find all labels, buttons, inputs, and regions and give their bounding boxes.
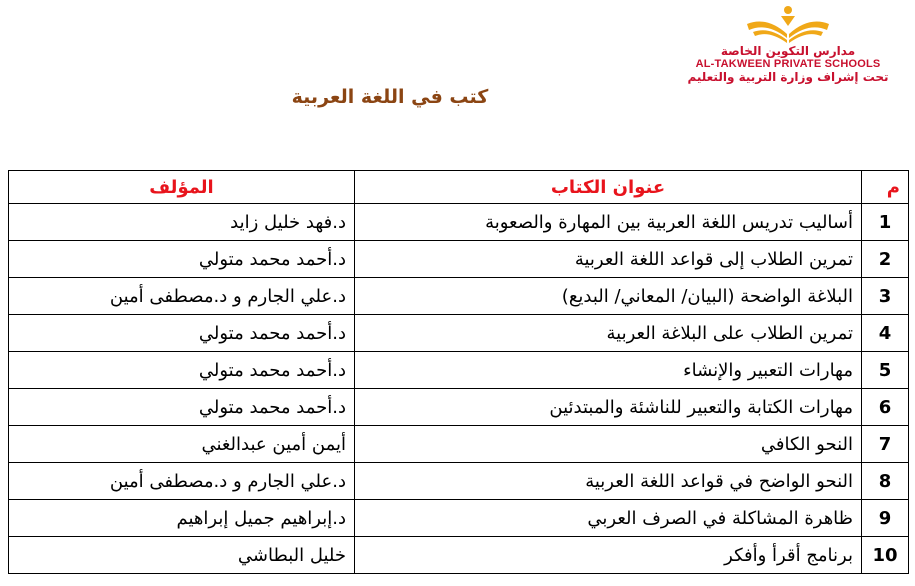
book-title: أساليب تدريس اللغة العربية بين المهارة والصعوبة [355, 204, 862, 241]
table-row [9, 278, 909, 315]
table-row [9, 389, 909, 426]
book-title: برنامج أقرأ وأفكر [355, 537, 862, 574]
page-title: كتب في اللغة العربية [291, 86, 489, 108]
table-body [9, 204, 909, 574]
table-row [9, 315, 909, 352]
ministry-supervision: تحت إشراف وزارة التربية والتعليم [687, 70, 889, 84]
table-row [9, 204, 909, 241]
row-number: 2 [862, 241, 909, 278]
row-number: 5 [862, 352, 909, 389]
table-row [9, 463, 909, 500]
book-author: د.أحمد محمد متولي [9, 389, 355, 426]
book-title: تمرين الطلاب إلى قواعد اللغة العربية [355, 241, 862, 278]
book-author: د.أحمد محمد متولي [9, 315, 355, 352]
book-author: خليل البطاشي [9, 537, 355, 574]
book-author: د.إبراهيم جميل إبراهيم [9, 500, 355, 537]
row-number: 1 [862, 204, 909, 241]
row-number: 4 [862, 315, 909, 352]
table-row [9, 500, 909, 537]
book-author: أيمن أمين عبدالغني [9, 426, 355, 463]
table-row [9, 426, 909, 463]
book-author: د.علي الجارم و د.مصطفى أمين [9, 463, 355, 500]
book-title: تمرين الطلاب على البلاغة العربية [355, 315, 862, 352]
row-number: 6 [862, 389, 909, 426]
school-logo [668, 4, 908, 90]
book-title: ظاهرة المشاكلة في الصرف العربي [355, 500, 862, 537]
book-author: د.أحمد محمد متولي [9, 352, 355, 389]
book-author: د.فهد خليل زايد [9, 204, 355, 241]
table-row [9, 241, 909, 278]
school-name-arabic: مدارس التكوين الخاصة [720, 44, 856, 58]
row-number: 7 [862, 426, 909, 463]
row-number: 8 [862, 463, 909, 500]
header-author: المؤلف [9, 171, 355, 204]
table-row [9, 352, 909, 389]
book-author: د.أحمد محمد متولي [9, 241, 355, 278]
table-row [9, 537, 909, 574]
book-title: البلاغة الواضحة (البيان/ المعاني/ البديع) [355, 278, 862, 315]
header-number: م [862, 171, 909, 204]
open-book-crown-icon [743, 4, 833, 46]
school-name-english: AL-TAKWEEN PRIVATE SCHOOLS [695, 58, 881, 70]
book-title: مهارات الكتابة والتعبير للناشئة والمبتدئين [355, 389, 862, 426]
row-number: 3 [862, 278, 909, 315]
book-author: د.علي الجارم و د.مصطفى أمين [9, 278, 355, 315]
book-title: النحو الكافي [355, 426, 862, 463]
row-number: 9 [862, 500, 909, 537]
table-header-row [9, 171, 909, 204]
row-number: 10 [862, 537, 909, 574]
book-title: النحو الواضح في قواعد اللغة العربية [355, 463, 862, 500]
books-table [8, 170, 909, 574]
header-title: عنوان الكتاب [355, 171, 862, 204]
book-title: مهارات التعبير والإنشاء [355, 352, 862, 389]
